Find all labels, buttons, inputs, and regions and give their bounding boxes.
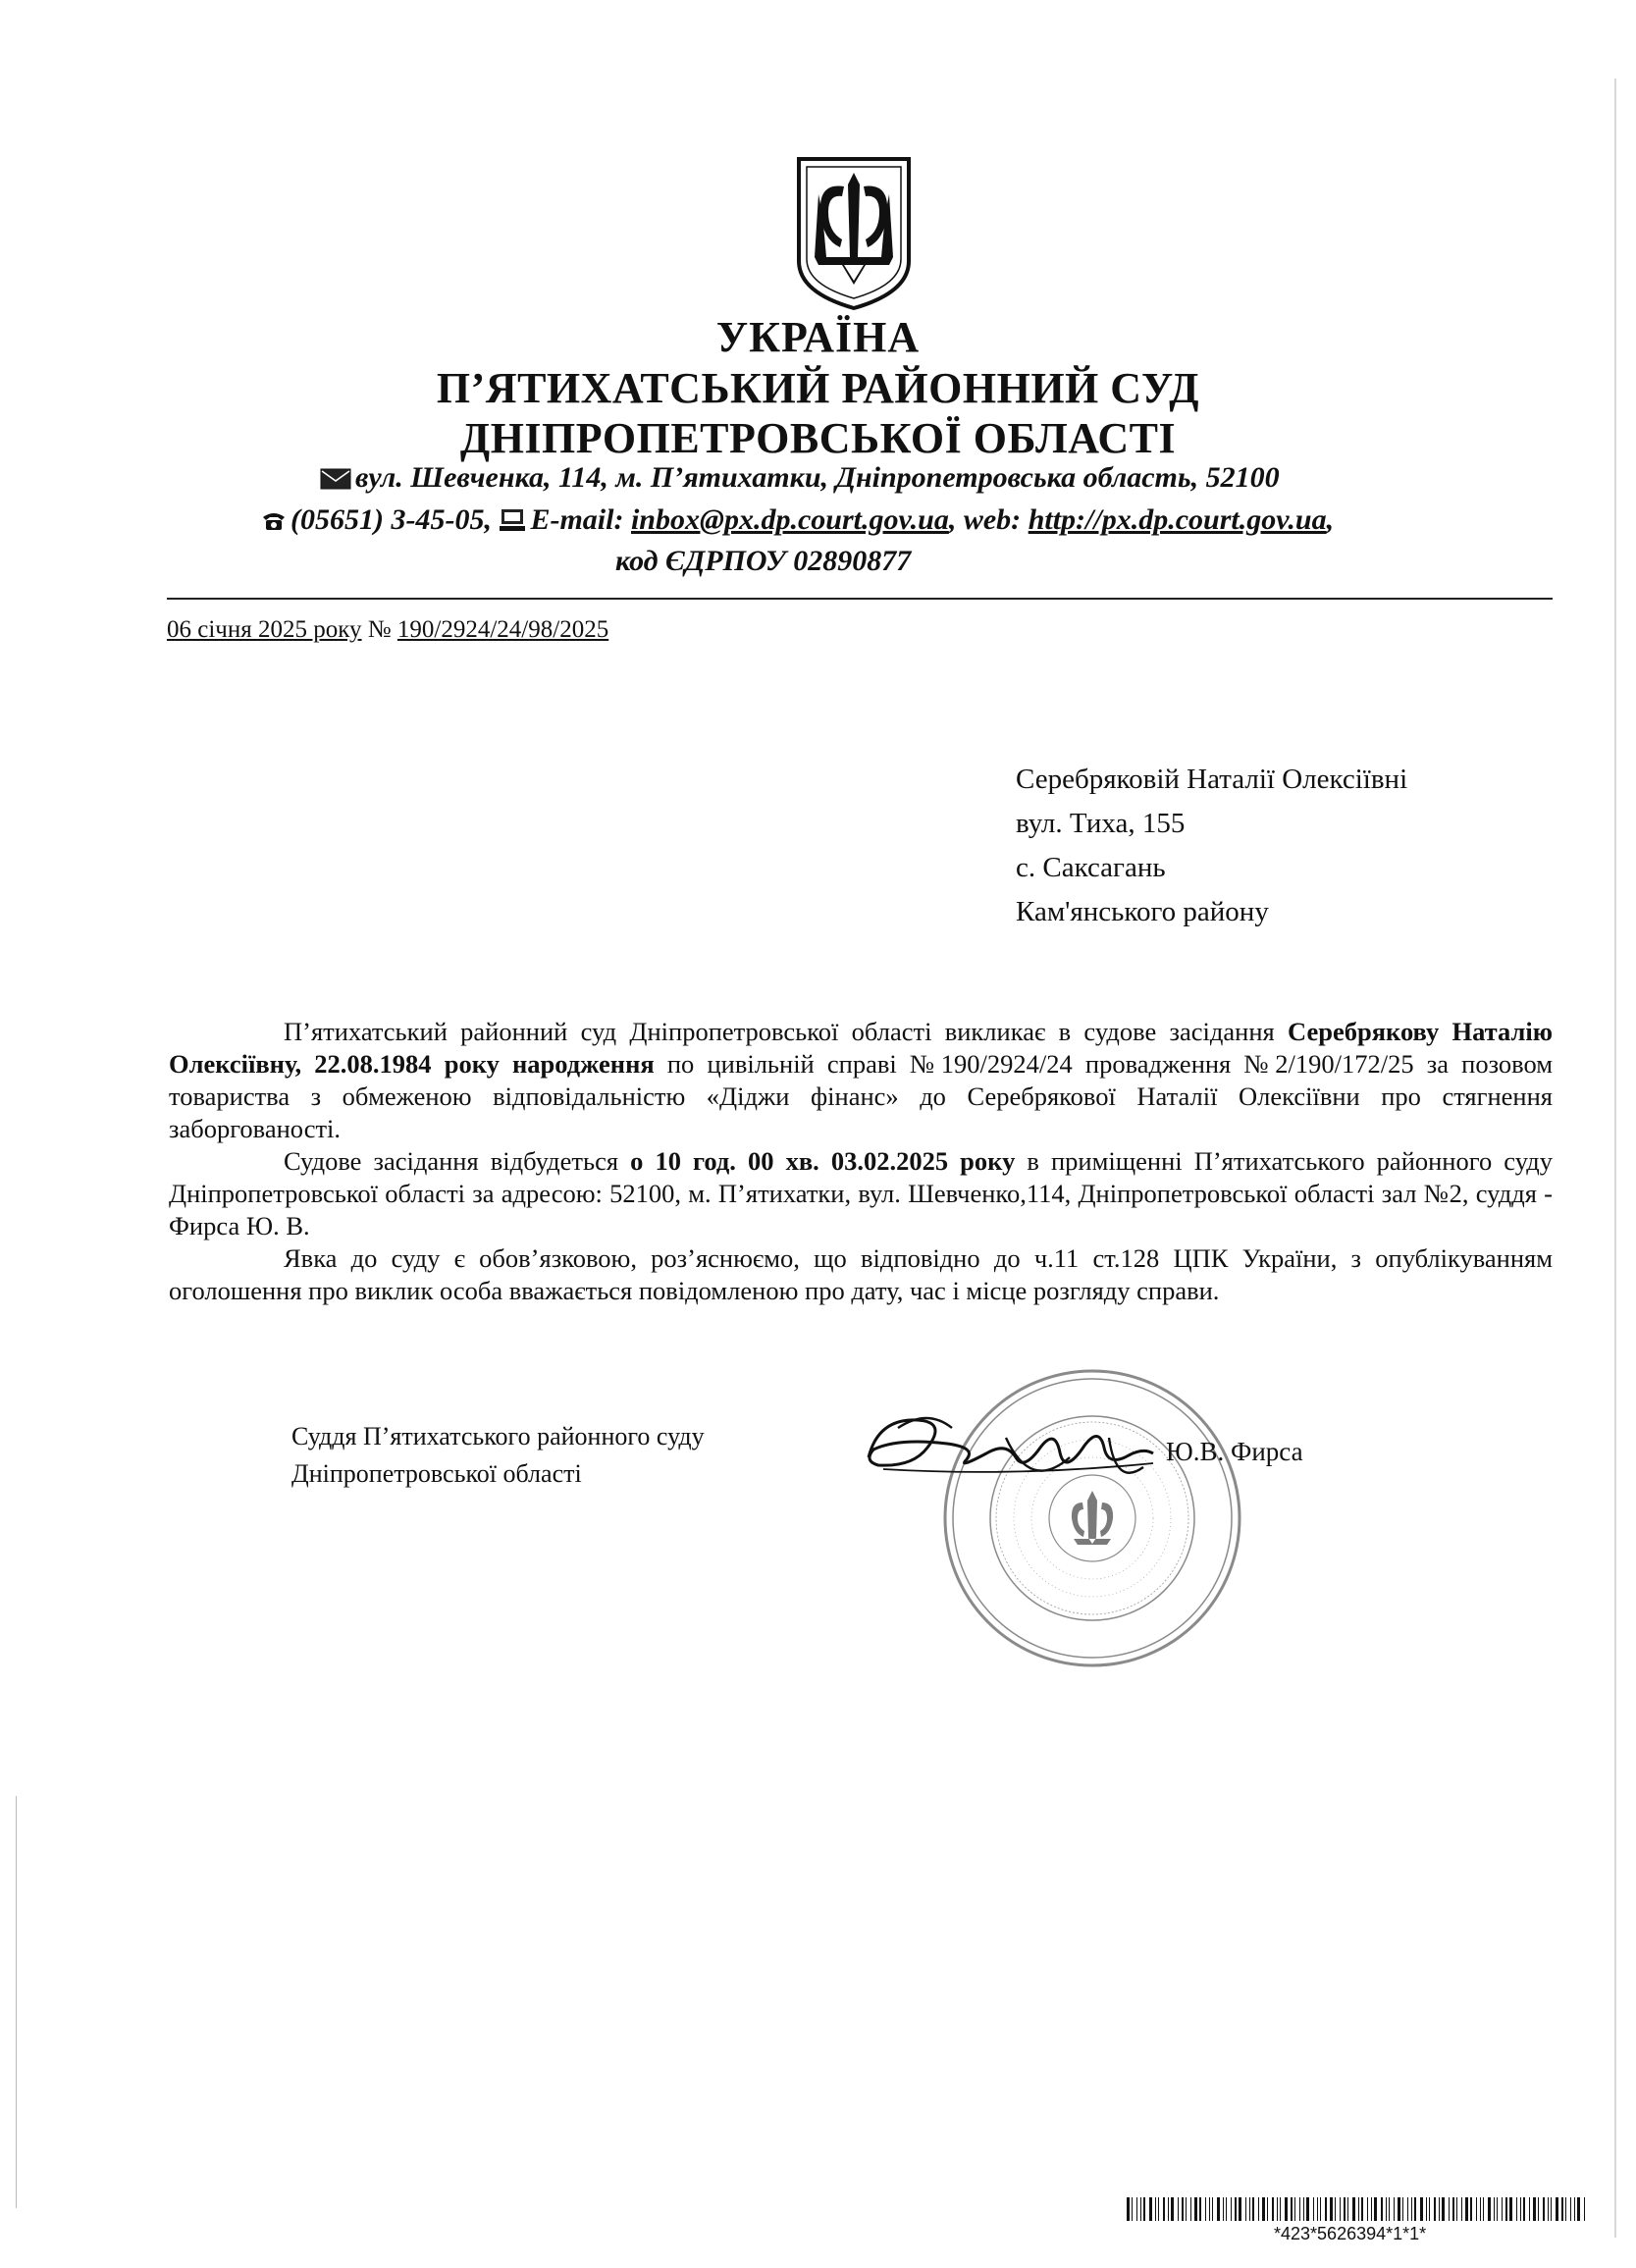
recipient-street: вул. Тиха, 155 bbox=[1016, 808, 1186, 839]
email-label: E-mail: bbox=[530, 503, 624, 536]
court-email-link[interactable]: inbox@px.dp.court.gov.ua bbox=[630, 503, 949, 536]
barcode-bar bbox=[1223, 2197, 1224, 2221]
barcode-bar bbox=[1488, 2197, 1491, 2221]
barcode-bar bbox=[1335, 2197, 1336, 2221]
recipient-block bbox=[1016, 758, 1407, 934]
barcode-bar bbox=[1291, 2197, 1293, 2221]
barcode-bar bbox=[1352, 2197, 1355, 2221]
barcode-bar bbox=[1411, 2197, 1412, 2221]
barcode-bar bbox=[1245, 2197, 1246, 2221]
barcode-bar bbox=[1497, 2197, 1498, 2221]
barcode-bar bbox=[1456, 2197, 1457, 2221]
barcode-bar bbox=[1168, 2197, 1169, 2221]
handwritten-signature bbox=[859, 1398, 1173, 1506]
barcode-bar bbox=[1386, 2197, 1387, 2221]
barcode-bar bbox=[1158, 2197, 1159, 2221]
barcode-bar bbox=[1480, 2197, 1481, 2221]
barcode-bar bbox=[1194, 2197, 1197, 2221]
barcode-bar bbox=[1163, 2197, 1165, 2221]
barcode-bar bbox=[1516, 2197, 1517, 2221]
letter-number: 190/2924/24/98/2025 bbox=[396, 616, 609, 643]
barcode-bar bbox=[1570, 2197, 1571, 2221]
barcode-bar bbox=[1452, 2197, 1454, 2221]
summons-paragraph bbox=[169, 1016, 1553, 1145]
barcode-bar bbox=[1551, 2197, 1552, 2221]
barcode-bar bbox=[1127, 2197, 1130, 2221]
recipient-name: Серебряковій Наталії Олексіївні bbox=[1016, 764, 1408, 795]
barcode-bar bbox=[1217, 2197, 1220, 2221]
signatory-position bbox=[291, 1418, 705, 1493]
barcode-bar bbox=[1344, 2197, 1346, 2221]
envelope-icon bbox=[320, 468, 351, 490]
hearing-location: в приміщенні П’ятихатського районного суду Дніпропетровської області за адресою: 52100, м. П’ятихатки, вул. Шевченко,114, Дніпропетровської області зал №2, суддя - Фирса Ю. В. bbox=[169, 1146, 1554, 1240]
barcode-bar bbox=[1209, 2197, 1210, 2221]
barcode-bar bbox=[1313, 2197, 1314, 2221]
court-contacts-line bbox=[261, 503, 1334, 537]
barcode-bar bbox=[1249, 2197, 1250, 2221]
barcode-bar bbox=[1483, 2197, 1484, 2221]
barcode-bar bbox=[1574, 2197, 1575, 2221]
barcode-bar bbox=[1442, 2197, 1445, 2221]
letter-reference bbox=[167, 616, 608, 644]
barcode-bar bbox=[1543, 2197, 1545, 2221]
barcode-text: *423*5626394*1*1* bbox=[1274, 2224, 1427, 2243]
barcode-bar bbox=[1505, 2197, 1507, 2221]
signatory-position-line2: Дніпропетровської області bbox=[291, 1459, 582, 1488]
court-edrpou: код ЄДРПОУ 02890877 bbox=[615, 545, 912, 577]
computer-icon bbox=[499, 508, 526, 532]
barcode-bar bbox=[1439, 2197, 1440, 2221]
barcode-bar bbox=[1299, 2197, 1300, 2221]
barcode-bar bbox=[1509, 2197, 1512, 2221]
barcode-bar bbox=[1548, 2197, 1549, 2221]
country-title: УКРАЇНА bbox=[715, 313, 921, 361]
barcode-bar bbox=[1426, 2197, 1427, 2221]
barcode-bar bbox=[1294, 2197, 1295, 2221]
barcode-bar bbox=[1449, 2197, 1450, 2221]
barcode-bar bbox=[1140, 2197, 1141, 2221]
barcode-bar bbox=[1231, 2197, 1232, 2221]
barcode-bar bbox=[1182, 2197, 1184, 2221]
barcode-bar bbox=[1361, 2197, 1363, 2221]
barcode-bar bbox=[1239, 2197, 1241, 2221]
phone-icon bbox=[261, 510, 287, 532]
barcode-bar bbox=[1340, 2197, 1341, 2221]
barcode-bar bbox=[1561, 2197, 1563, 2221]
barcode-bar bbox=[1272, 2197, 1274, 2221]
barcode-bar bbox=[1136, 2197, 1137, 2221]
web-suffix: , bbox=[1326, 503, 1335, 536]
barcode-bar bbox=[1199, 2197, 1201, 2221]
barcode-bar bbox=[1252, 2197, 1254, 2221]
barcode-bar bbox=[1303, 2197, 1304, 2221]
coat-of-arms-icon bbox=[793, 155, 915, 312]
letter-date: 06 січня 2025 року bbox=[167, 616, 362, 643]
hearing-datetime: о 10 год. 00 хв. 03.02.2025 року bbox=[630, 1146, 1016, 1176]
court-region: ДНІПРОПЕТРОВСЬКОЇ ОБЛАСТІ bbox=[459, 414, 1177, 462]
web-label: , web: bbox=[948, 503, 1022, 536]
case-text: по цивільній справі №190/2924/24 провадження №2/190/172/25 за позовом товариства з обмеженою відповідальністю «Діджи фінанс» до Серебрякової Наталії Олексіївни про стягнення заборгованості. bbox=[169, 1049, 1553, 1143]
barcode-bar bbox=[1556, 2197, 1558, 2221]
barcode-bar bbox=[1190, 2197, 1191, 2221]
barcode-bar bbox=[1262, 2197, 1265, 2221]
barcode-bar bbox=[1414, 2197, 1416, 2221]
barcode-bar bbox=[1235, 2197, 1237, 2221]
court-address-line bbox=[320, 461, 1280, 495]
barcode-bar bbox=[1212, 2197, 1213, 2221]
barcode-bar bbox=[1434, 2197, 1436, 2221]
barcode-bar bbox=[1402, 2197, 1403, 2221]
signatory-name: Ю.В. Фирса bbox=[1166, 1437, 1303, 1466]
barcode-bar bbox=[1285, 2197, 1288, 2221]
barcode-bar bbox=[1520, 2197, 1521, 2221]
barcode-bar bbox=[1280, 2197, 1281, 2221]
recipient-village: с. Саксагань bbox=[1016, 852, 1166, 883]
signatory-position-line1: Суддя П’ятихатського районного суду bbox=[291, 1422, 705, 1450]
barcode-bar bbox=[1565, 2197, 1566, 2221]
barcode-bar bbox=[1502, 2197, 1503, 2221]
barcode-bar bbox=[1398, 2197, 1400, 2221]
barcode-bar bbox=[1523, 2197, 1525, 2221]
barcode-bar bbox=[1533, 2197, 1536, 2221]
letter-body bbox=[169, 1016, 1553, 1307]
barcode-bar bbox=[1465, 2197, 1468, 2221]
barcode-bar bbox=[1132, 2197, 1133, 2221]
barcode-bar bbox=[1429, 2197, 1430, 2221]
barcode-bar bbox=[1226, 2197, 1227, 2221]
barcode-bar bbox=[1494, 2197, 1495, 2221]
barcode-bar bbox=[1325, 2197, 1327, 2221]
court-name: П’ЯТИХАТСЬКИЙ РАЙОННИЙ СУД bbox=[436, 364, 1200, 412]
barcode-bar bbox=[1394, 2197, 1395, 2221]
barcode-bar bbox=[1330, 2197, 1333, 2221]
summoned-person: Серебрякову Наталію Олексіївну, 22.08.1984 року народження bbox=[169, 1017, 1553, 1079]
barcode-bar bbox=[1205, 2197, 1206, 2221]
court-website-link[interactable]: http://px.dp.court.gov.ua bbox=[1028, 503, 1327, 536]
barcode-bar bbox=[1155, 2197, 1156, 2221]
barcode-bar bbox=[1306, 2197, 1309, 2221]
court-address: вул. Шевченка, 114, м. П’ятихатки, Дніпропетровська область, 52100 bbox=[355, 461, 1280, 494]
barcode-bar bbox=[1347, 2197, 1348, 2221]
barcode-bar bbox=[1584, 2197, 1585, 2221]
header-divider bbox=[167, 598, 1553, 600]
recipient-district: Кам'янського району bbox=[1016, 896, 1269, 927]
summons-text: П’ятихатський районний суд Дніпропетровської області викликає в судове засідання bbox=[284, 1017, 1288, 1046]
attendance-paragraph: Явка до суду є обов’язковою, роз’яснюємо, що відповідно до ч.11 ст.128 ЦПК України, з опублікуванням оголошення про виклик особа вважається повідомленою про дату, час і місце розгляду справи. bbox=[169, 1243, 1553, 1305]
document-barcode bbox=[1127, 2197, 1588, 2221]
court-phone: (05651) 3-45-05, bbox=[290, 503, 492, 536]
barcode-bar bbox=[1374, 2197, 1377, 2221]
barcode-bar bbox=[1171, 2197, 1174, 2221]
barcode-bar bbox=[1470, 2197, 1472, 2221]
barcode-bar bbox=[1367, 2197, 1368, 2221]
barcode-bar bbox=[1320, 2197, 1321, 2221]
barcode-bar bbox=[1476, 2197, 1477, 2221]
scan-edge bbox=[16, 1796, 17, 2208]
barcode-bar bbox=[1149, 2197, 1152, 2221]
barcode-bar bbox=[1267, 2197, 1268, 2221]
barcode-bar bbox=[1258, 2197, 1259, 2221]
barcode-bar bbox=[1389, 2197, 1390, 2221]
barcode-bar bbox=[1577, 2197, 1580, 2221]
barcode-bar bbox=[1317, 2197, 1318, 2221]
barcode-bar bbox=[1529, 2197, 1530, 2221]
hearing-paragraph bbox=[169, 1145, 1553, 1242]
barcode-bar bbox=[1538, 2197, 1539, 2221]
barcode-bar bbox=[1407, 2197, 1408, 2221]
barcode-bar bbox=[1420, 2197, 1423, 2221]
barcode-bar bbox=[1381, 2197, 1383, 2221]
barcode-bar bbox=[1186, 2197, 1187, 2221]
letter-number-sign: № bbox=[367, 616, 392, 643]
barcode-bar bbox=[1461, 2197, 1462, 2221]
barcode-bar bbox=[1277, 2197, 1278, 2221]
barcode-bar bbox=[1358, 2197, 1359, 2221]
barcode-bar bbox=[1178, 2197, 1179, 2221]
barcode-bar bbox=[1371, 2197, 1372, 2221]
barcode-bar bbox=[1143, 2197, 1145, 2221]
hearing-text: Судове засідання відбудеться bbox=[284, 1146, 631, 1176]
